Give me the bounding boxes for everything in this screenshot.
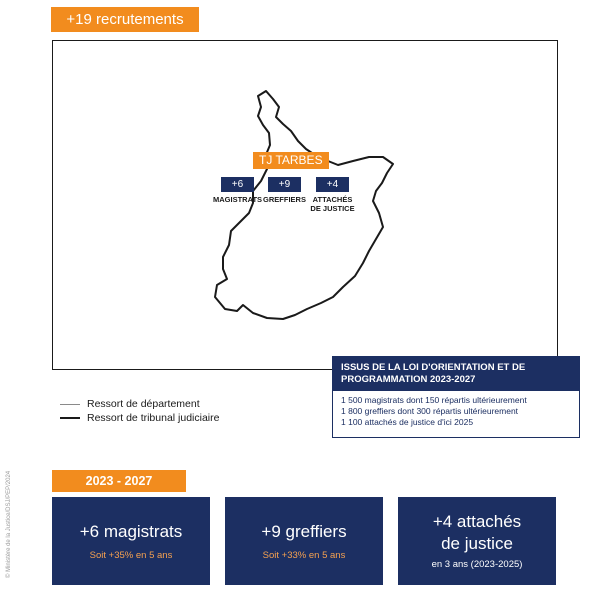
magistrates-card-subtitle: Soit +35% en 5 ans bbox=[89, 549, 173, 561]
map-legend bbox=[60, 397, 219, 425]
legend-court bbox=[60, 411, 219, 425]
attaches-caption-line1: ATTACHÉS bbox=[312, 195, 353, 204]
law-box-line-magistrates: 1 500 magistrats dont 150 répartis ultérieurement bbox=[341, 395, 527, 405]
law-programming-box bbox=[332, 356, 580, 438]
legend-thick-line bbox=[60, 417, 80, 419]
copyright-credit: © Ministère de la Justice/DSJ/PEP/2024 bbox=[6, 470, 12, 578]
magistrates-card-title: +6 magistrats bbox=[79, 521, 183, 541]
law-box-lines bbox=[333, 391, 579, 428]
legend-thin-line bbox=[60, 404, 80, 405]
clerks-caption: GREFFIERS bbox=[263, 195, 306, 204]
attaches-card-subtitle: en 3 ans (2023-2025) bbox=[431, 559, 523, 570]
magistrates-caption: MAGISTRATS bbox=[213, 195, 263, 204]
law-box-line-clerks: 1 800 greffiers dont 300 répartis ultérieurement bbox=[341, 406, 519, 416]
period-badge: 2023 - 2027 bbox=[52, 470, 186, 492]
law-box-line-attaches: 1 100 attachés de justice d'ici 2025 bbox=[341, 417, 474, 427]
legend-court-label: Ressort de tribunal judiciaire bbox=[87, 412, 220, 424]
tj-tarbes-boundary bbox=[215, 91, 393, 319]
clerks-card-subtitle: Soit +33% en 5 ans bbox=[262, 549, 346, 561]
clerks-count-chip: +9 bbox=[268, 177, 301, 192]
attaches-card bbox=[398, 497, 556, 585]
attaches-count-chip: +4 bbox=[316, 177, 349, 192]
law-box-title-line1: ISSUS DE LA LOI D'ORIENTATION ET DE bbox=[341, 362, 526, 373]
court-label-tj-tarbes: TJ TARBES bbox=[253, 152, 329, 169]
magistrates-card bbox=[52, 497, 210, 585]
clerks-card-title: +9 greffiers bbox=[261, 521, 347, 541]
department-map bbox=[53, 41, 557, 369]
attaches-caption-line2: DE JUSTICE bbox=[310, 204, 355, 213]
law-box-title bbox=[333, 357, 579, 391]
law-box-title-line2: PROGRAMMATION 2023-2027 bbox=[341, 374, 476, 385]
recruitment-total-badge: +19 recrutements bbox=[51, 7, 199, 32]
attaches-card-title-line2: de justice bbox=[441, 534, 513, 553]
legend-department-label: Ressort de département bbox=[87, 398, 200, 410]
legend-department bbox=[60, 397, 219, 411]
attaches-caption bbox=[308, 195, 357, 213]
attaches-card-title-line1: +4 attachés bbox=[432, 512, 522, 531]
map-frame bbox=[52, 40, 558, 370]
clerks-card bbox=[225, 497, 383, 585]
magistrates-count-chip: +6 bbox=[221, 177, 254, 192]
